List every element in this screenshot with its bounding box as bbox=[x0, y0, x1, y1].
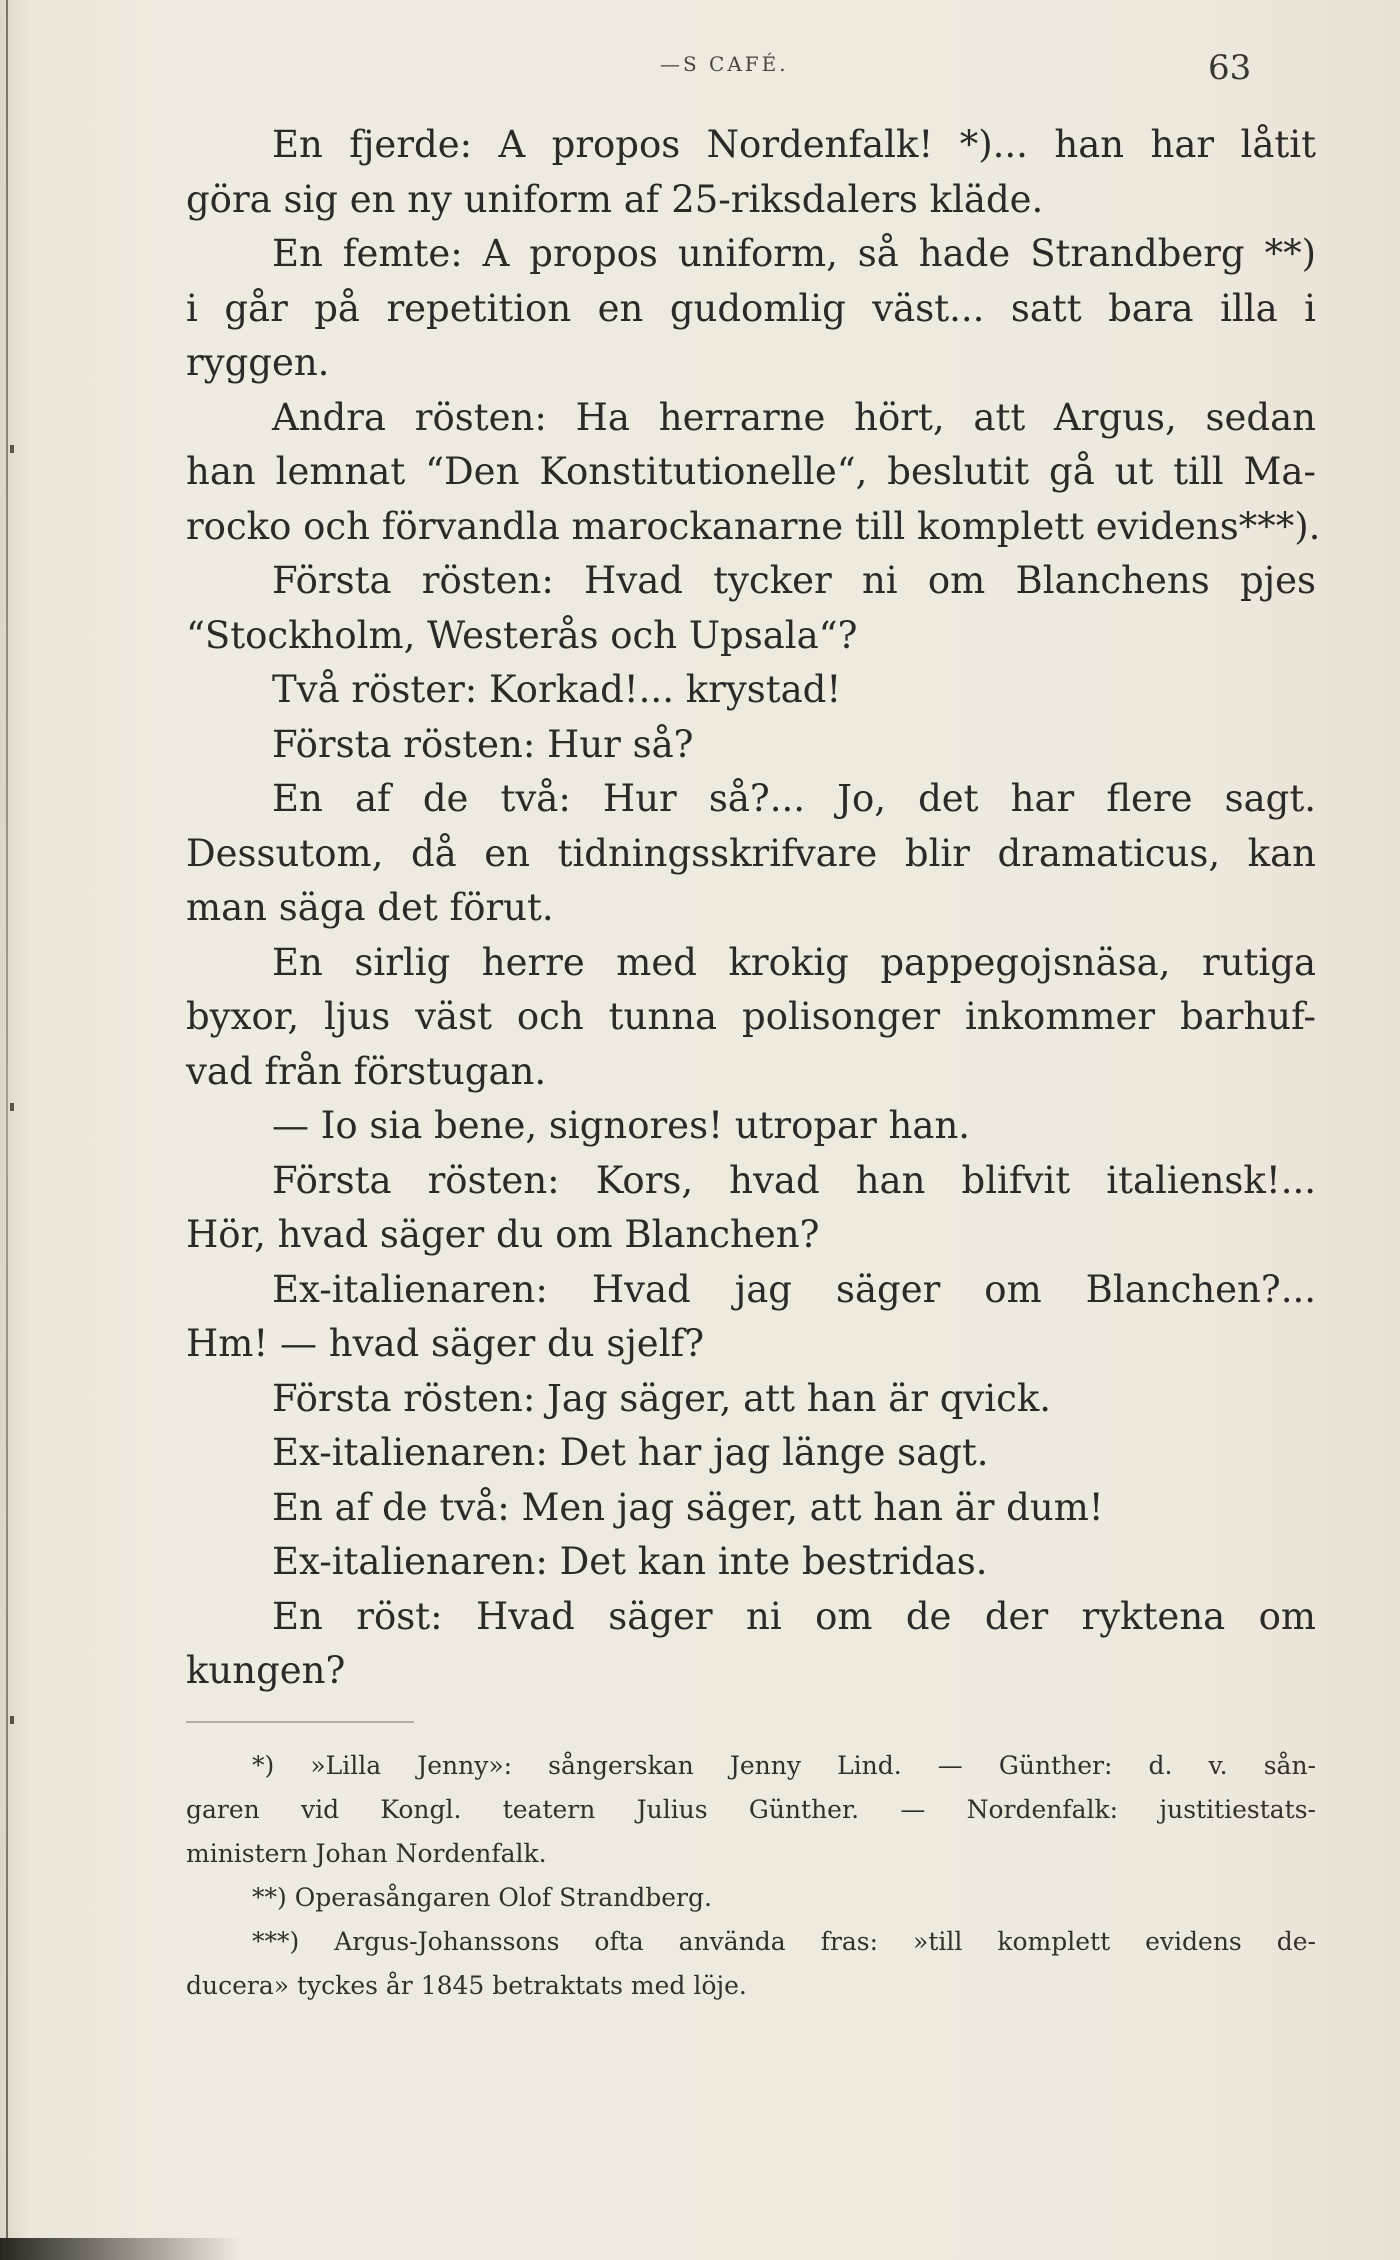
text-line: Ex-italienaren: Det har jag länge sagt. bbox=[272, 1431, 989, 1474]
footnote-line: garen vid Kongl. teatern Julius Günther. — Nordenfalk: justitiestats- bbox=[186, 1795, 1316, 1824]
text-line: En sirlig herre med krokig pappegojsnäsa, rutiga bbox=[272, 940, 1316, 984]
footnote-line: **) Operasångaren Olof Strandberg. bbox=[252, 1883, 712, 1912]
text-line: Första rösten: Hur så? bbox=[272, 722, 694, 766]
text-line: vad från förstugan. bbox=[186, 1049, 547, 1093]
text-line: En af de två: Men jag säger, att han är dum! bbox=[272, 1485, 1104, 1529]
text-line: Dessutom, då en tidningsskrifvare blir dramaticus, kan bbox=[186, 831, 1316, 875]
running-header: —S CAFÉ. bbox=[660, 52, 789, 76]
page-shadow bbox=[0, 2238, 240, 2260]
text-line: Hm! — hvad säger du sjelf? bbox=[186, 1322, 705, 1365]
text-line: — Io sia bene, signores! utropar han. bbox=[272, 1104, 971, 1147]
text-line: Första rösten: Jag säger, att han är qvick. bbox=[272, 1376, 1052, 1420]
text-line: ryggen. bbox=[186, 341, 330, 384]
footnote-line: ***) Argus-Johanssons ofta använda fras: »till komplett evidens de- bbox=[252, 1927, 1316, 1956]
footnote-rule bbox=[186, 1721, 414, 1723]
text-line: En röst: Hvad säger ni om de der ryktena om bbox=[272, 1594, 1316, 1638]
text-line: Första rösten: Hvad tycker ni om Blanchens pjes bbox=[272, 559, 1316, 602]
body-text bbox=[186, 118, 1321, 1699]
text-line: kungen? bbox=[186, 1649, 346, 1692]
text-line: En femte: A propos uniform, så hade Strandberg **) bbox=[272, 232, 1316, 275]
footnotes bbox=[186, 1744, 1316, 2008]
text-line: Ex-italienaren: Det kan inte bestridas. bbox=[272, 1540, 988, 1583]
page-edge bbox=[6, 0, 8, 2260]
text-line: göra sig en ny uniform af 25-riksdalers kläde. bbox=[186, 177, 1044, 221]
text-line: man säga det förut. bbox=[186, 886, 554, 929]
text-line: han lemnat “Den Konstitutionelle“, beslutit gå ut till Ma- bbox=[186, 450, 1316, 493]
text-line: Ex-italienaren: Hvad jag säger om Blanchen?... bbox=[272, 1267, 1316, 1311]
text-line: En fjerde: A propos Nordenfalk! *)... han har låtit bbox=[272, 123, 1316, 166]
page-number: 63 bbox=[1208, 48, 1252, 88]
footnote-line: *) »Lilla Jenny»: sångerskan Jenny Lind. — Günther: d. v. sån- bbox=[252, 1751, 1316, 1780]
text-line: byxor, ljus väst och tunna polisonger inkommer barhuf- bbox=[186, 995, 1316, 1038]
margin-mark bbox=[10, 1716, 14, 1724]
footnote-line: ducera» tyckes år 1845 betraktats med löje. bbox=[186, 1971, 747, 2000]
text-line: En af de två: Hur så?... Jo, det har flere sagt. bbox=[272, 777, 1316, 820]
margin-mark bbox=[10, 1103, 14, 1111]
text-line: rocko och förvandla marockanarne till komplett evidens***). bbox=[186, 504, 1321, 548]
text-line: Hör, hvad säger du om Blanchen? bbox=[186, 1213, 820, 1256]
text-line: Första rösten: Kors, hvad han blifvit italiensk!... bbox=[272, 1158, 1316, 1202]
text-line: i går på repetition en gudomlig väst... satt bara illa i bbox=[186, 286, 1316, 330]
text-line: “Stockholm, Westerås och Upsala“? bbox=[186, 613, 858, 657]
text-line: Två röster: Korkad!... krystad! bbox=[272, 668, 842, 711]
footnote-line: ministern Johan Nordenfalk. bbox=[186, 1839, 547, 1868]
margin-mark bbox=[10, 445, 14, 453]
text-line: Andra rösten: Ha herrarne hört, att Argus, sedan bbox=[272, 395, 1316, 439]
